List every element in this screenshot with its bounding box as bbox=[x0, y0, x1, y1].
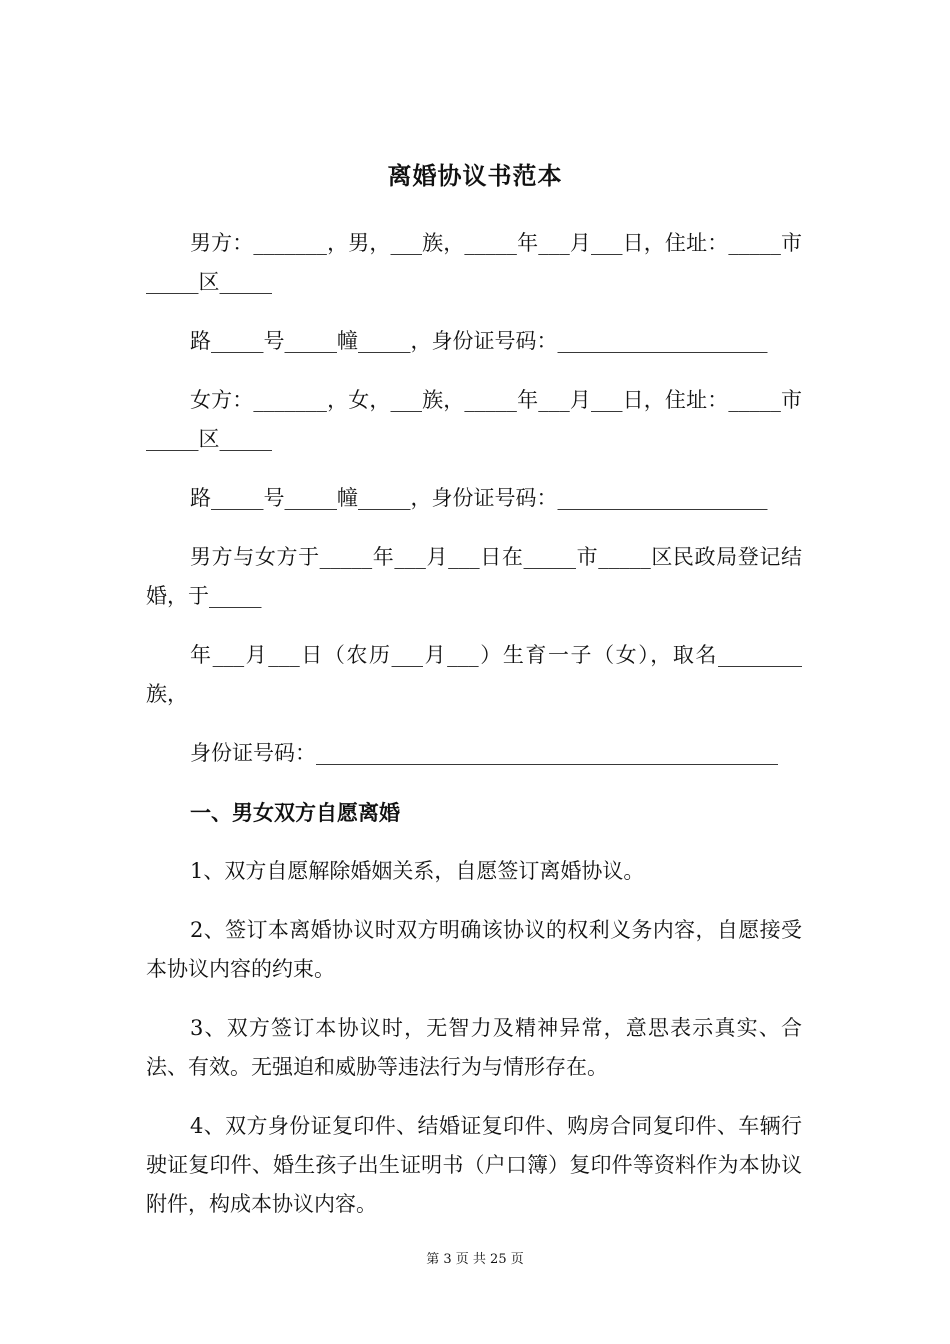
section-heading-voluntary-divorce: 一、男女双方自愿离婚 bbox=[190, 800, 400, 825]
clause-2: 2、签订本离婚协议时双方明确该协议的权利义务内容，自愿接受本协议内容的约束。 bbox=[146, 918, 802, 981]
document-body bbox=[146, 224, 802, 1244]
paragraph-female-address: 路_____号_____幢_____，身份证号码：____________________ bbox=[190, 486, 768, 510]
document-title: 离婚协议书范本 bbox=[387, 161, 563, 190]
paragraph-male-address: 路_____号_____幢_____，身份证号码：____________________ bbox=[190, 329, 768, 353]
page-number: 第 3 页 共 25 页 bbox=[426, 1252, 524, 1267]
paragraph-child-birth: 年___月___日（农历___月___）生育一子（女），取名________族， bbox=[146, 643, 802, 706]
paragraph-child-id: 身份证号码：____________________________________________ bbox=[190, 741, 778, 765]
clause-3: 3、双方签订本协议时，无智力及精神异常，意思表示真实、合法、有效。无强迫和威胁等违法行为与情形存在。 bbox=[146, 1016, 802, 1079]
clause-4: 4、双方身份证复印件、结婚证复印件、购房合同复印件、车辆行驶证复印件、婚生孩子出生证明书（户口簿）复印件等资料作为本协议附件，构成本协议内容。 bbox=[146, 1114, 802, 1216]
paragraph-male-info: 男方：_______，男，___族，_____年___月___日，住址：_____市_____区_____ bbox=[146, 231, 802, 294]
clause-1: 1、双方自愿解除婚姻关系，自愿签订离婚协议。 bbox=[190, 859, 645, 883]
paragraph-marriage-registration: 男方与女方于_____年___月___日在_____市_____区民政局登记结婚，于_____ bbox=[146, 545, 802, 608]
paragraph-female-info: 女方：_______，女，___族，_____年___月___日，住址：_____市_____区_____ bbox=[146, 388, 802, 451]
